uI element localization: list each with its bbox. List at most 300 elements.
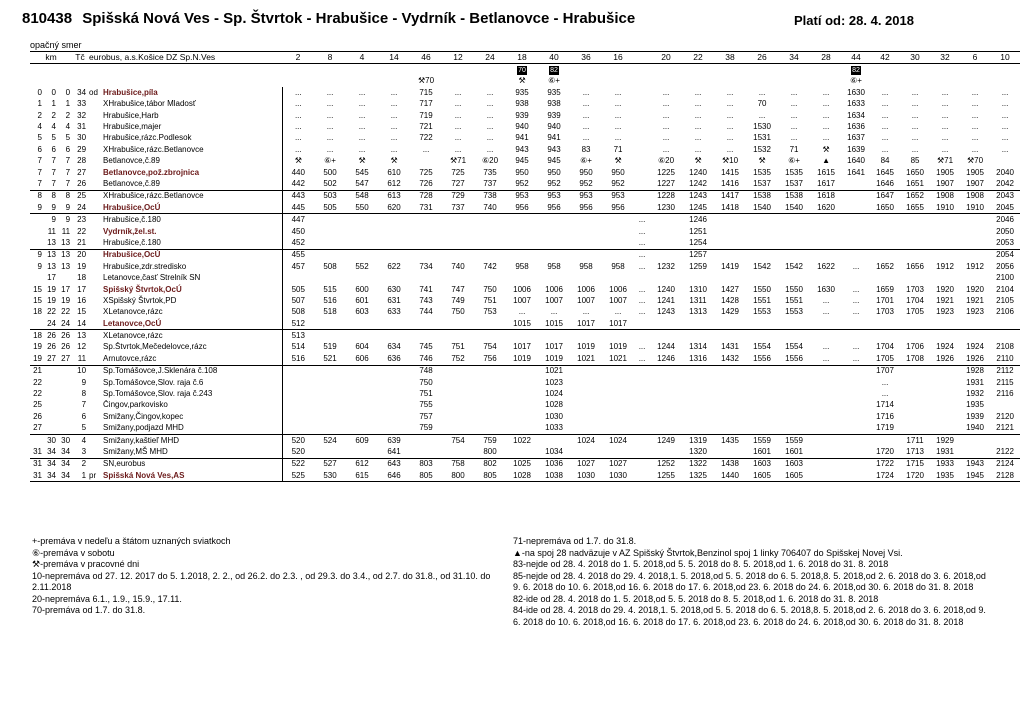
- departure-time: ...: [454, 110, 462, 120]
- departure-time: [810, 400, 842, 411]
- footnote: ⑥-premáva v sobotu: [32, 547, 115, 558]
- departure-time: 1019: [609, 342, 627, 352]
- departure-time: ...: [971, 122, 979, 132]
- footnote-badge: 82: [550, 66, 558, 74]
- arr-dep-marker: [88, 330, 102, 342]
- tc-value: 3: [81, 446, 87, 456]
- departure-time: 731: [419, 202, 433, 212]
- departure-time: ...: [454, 133, 462, 143]
- footnote: ▲-na spoj 28 nadväzuje v AZ Spišský Štvrtok,Benzinol spoj 1 linky 706407 do Spišskej Novej Vsi.: [513, 547, 903, 558]
- departure-time: [346, 388, 378, 399]
- departure-time: [474, 272, 506, 283]
- departure-time: 2046: [990, 214, 1020, 226]
- departure-time: [314, 446, 346, 458]
- departure-time: 953: [602, 190, 634, 202]
- departure-time: 1017: [577, 318, 595, 328]
- departure-time: ⑥+: [788, 156, 800, 166]
- km-value: [58, 377, 72, 388]
- km-value: 2: [37, 110, 42, 120]
- departure-time: 600: [355, 284, 369, 294]
- departure-time: [538, 237, 570, 249]
- departure-time: [506, 400, 538, 411]
- departure-time: [810, 446, 842, 458]
- stop-row: [30, 144, 1020, 155]
- stop-name: Sp.Tomášovce,Slov. raja č.6: [102, 377, 282, 388]
- departure-time: ...: [614, 110, 622, 120]
- departure-time: 516: [323, 295, 337, 305]
- departure-time: 1551: [785, 295, 803, 305]
- departure-time: ...: [326, 87, 334, 97]
- trip-number: 12: [442, 52, 474, 64]
- departure-time: [634, 318, 650, 330]
- km-value: 9: [44, 214, 58, 226]
- stop-name: Smižany,Čingov,kopec: [102, 411, 282, 422]
- departure-time: 2050: [996, 226, 1014, 236]
- tc-value: 8: [81, 389, 87, 399]
- departure-time: 953: [538, 190, 570, 202]
- departure-time: ...: [1001, 110, 1009, 120]
- departure-time: 1659: [876, 284, 894, 294]
- departure-time: 1254: [689, 237, 707, 247]
- trip-badge-cell: [378, 64, 410, 76]
- departure-time: 958: [547, 261, 561, 271]
- departure-time: [602, 249, 634, 261]
- departure-time: 1015: [513, 318, 531, 328]
- departure-time: [930, 411, 960, 422]
- departure-time: 1023: [545, 377, 563, 387]
- trip-badge-cell: [930, 64, 960, 76]
- stop-name: Hrabušice,OcÚ: [102, 249, 282, 261]
- departure-time: [506, 423, 538, 435]
- departure-time: [442, 272, 474, 283]
- departure-time: 516: [291, 353, 305, 363]
- departure-time: 615: [346, 470, 378, 482]
- departure-time: [442, 365, 474, 377]
- km-value: 19: [33, 353, 42, 363]
- departure-time: [410, 446, 442, 458]
- departure-time: 1713: [906, 446, 924, 456]
- departure-time: 939: [515, 110, 529, 120]
- departure-time: 636: [387, 353, 401, 363]
- operating-symbol: [314, 76, 346, 87]
- departure-time: ...: [1001, 122, 1009, 132]
- departure-time: [314, 365, 346, 377]
- footnote: 82-ide od 28. 4. 2018 do 1. 5. 2018,od 5. 5. 2018 do 8. 5. 2018,od 1. 6. 2018 do 31. 8. 2018: [513, 593, 879, 604]
- departure-time: ...: [582, 133, 590, 143]
- trip-number: 2: [282, 52, 314, 64]
- departure-time: 2056: [996, 261, 1014, 271]
- departure-time: 1530: [753, 122, 771, 132]
- departure-time: ⚒70: [966, 156, 984, 166]
- departure-time: 1429: [721, 307, 739, 317]
- departure-time: [650, 237, 682, 249]
- trip-number: 16: [602, 52, 634, 64]
- tc-value: 16: [77, 295, 87, 305]
- arr-dep-marker: od: [89, 87, 98, 97]
- departure-time: [990, 330, 1020, 342]
- km-value: 31: [33, 446, 42, 456]
- departure-time: [474, 411, 506, 422]
- departure-time: [714, 226, 746, 237]
- departure-time: [506, 377, 538, 388]
- departure-time: [506, 411, 538, 422]
- departure-time: [506, 330, 538, 342]
- departure-time: [990, 318, 1020, 330]
- departure-time: 1325: [682, 470, 714, 482]
- departure-time: [810, 423, 842, 435]
- departure-time: ...: [294, 144, 302, 154]
- departure-time: 1006: [577, 284, 595, 294]
- departure-time: [634, 388, 650, 399]
- header-row: [30, 52, 1020, 64]
- departure-time: 1940: [966, 423, 984, 433]
- departure-time: 1027: [570, 458, 602, 470]
- stop-name: Hrabušice,rázc.Podlesok: [102, 133, 282, 144]
- tc-value: 6: [81, 411, 87, 421]
- departure-time: ...: [694, 99, 702, 109]
- departure-time: [314, 377, 346, 388]
- arr-dep-marker: [88, 178, 102, 190]
- departure-time: [714, 330, 746, 342]
- stop-row: [30, 446, 1020, 458]
- departure-time: 1618: [810, 190, 842, 202]
- departure-time: [810, 330, 842, 342]
- departure-time: 1703: [876, 307, 894, 317]
- km-value: [44, 400, 58, 411]
- stop-name: XHrabušice,tábor Mladosť: [102, 99, 282, 110]
- departure-time: [282, 388, 314, 399]
- departure-time: 512: [291, 318, 305, 328]
- departure-time: 950: [515, 167, 529, 177]
- departure-time: [714, 318, 746, 330]
- departure-time: [346, 249, 378, 261]
- departure-time: [682, 400, 714, 411]
- departure-time: 1714: [876, 400, 894, 410]
- departure-time: ...: [634, 214, 650, 226]
- departure-time: 545: [355, 167, 369, 177]
- departure-time: [650, 272, 682, 283]
- departure-time: ...: [881, 99, 889, 109]
- stop-row: [30, 249, 1020, 261]
- departure-time: [314, 226, 346, 237]
- stop-row: [30, 295, 1020, 306]
- departure-time: [746, 423, 778, 435]
- departure-time: 1720: [876, 446, 894, 456]
- km-value: 0: [37, 87, 42, 97]
- stop-name: Hrabušice,píla: [102, 87, 282, 98]
- departure-time: ...: [614, 122, 622, 132]
- departure-time: 1542: [753, 261, 771, 271]
- departure-time: [900, 226, 930, 237]
- departure-time: ...: [390, 99, 398, 109]
- departure-time: ...: [518, 307, 526, 317]
- page-title: [22, 10, 635, 27]
- departure-time: [960, 446, 990, 458]
- departure-time: [474, 400, 506, 411]
- departure-time: 1603: [746, 458, 778, 470]
- departure-time: ...: [358, 110, 366, 120]
- departure-time: 503: [314, 190, 346, 202]
- departure-time: 1015: [545, 318, 563, 328]
- departure-time: 1535: [785, 167, 803, 177]
- departure-time: [778, 237, 810, 249]
- departure-time: 1706: [906, 342, 924, 352]
- departure-time: 742: [483, 261, 497, 271]
- departure-time: [746, 318, 778, 330]
- km-value: 4: [65, 122, 71, 132]
- departure-time: ...: [790, 122, 798, 132]
- departure-time: ...: [454, 144, 462, 154]
- km-value: [30, 434, 44, 446]
- departure-time: [810, 318, 842, 330]
- departure-time: 2110: [996, 353, 1014, 363]
- departure-time: [960, 226, 990, 237]
- departure-time: 1905: [966, 167, 984, 177]
- departure-time: 1646: [876, 178, 894, 188]
- tc-value: 29: [77, 144, 87, 154]
- departure-time: ...: [726, 110, 734, 120]
- departure-time: 631: [387, 295, 401, 305]
- km-value: 27: [47, 353, 56, 363]
- departure-time: [602, 377, 634, 388]
- departure-time: 1707: [870, 365, 900, 377]
- km-value: 8: [30, 190, 44, 202]
- departure-time: ...: [326, 99, 334, 109]
- departure-time: 800: [483, 446, 497, 456]
- departure-time: 1028: [506, 470, 538, 482]
- departure-time: [746, 388, 778, 399]
- departure-time: ...: [822, 307, 830, 317]
- departure-time: 1641: [847, 167, 865, 177]
- departure-time: [378, 272, 410, 283]
- departure-time: [930, 249, 960, 261]
- stop-name: Sp.Štvrtok,Mečedelovce,rázc: [102, 342, 282, 353]
- departure-time: [314, 423, 346, 435]
- stop-name: Sp.Tomášovce,Slov. raja č.243: [102, 388, 282, 399]
- departure-time: [314, 237, 346, 249]
- departure-time: 507: [291, 295, 305, 305]
- departure-time: [506, 446, 538, 458]
- departure-time: 1650: [876, 202, 894, 212]
- departure-time: ...: [294, 133, 302, 143]
- departure-time: ...: [358, 122, 366, 132]
- departure-time: [314, 272, 346, 283]
- departure-time: [714, 237, 746, 249]
- stop-row: [30, 167, 1020, 178]
- departure-time: [778, 400, 810, 411]
- departure-time: 1935: [930, 470, 960, 482]
- stop-row: [30, 87, 1020, 98]
- departure-time: 633: [387, 307, 401, 317]
- departure-time: [682, 388, 714, 399]
- departure-time: 945: [547, 156, 561, 166]
- stop-row: [30, 434, 1020, 446]
- trip-badge-cell: [960, 64, 990, 76]
- departure-time: 515: [323, 284, 337, 294]
- departure-time: ...: [358, 144, 366, 154]
- trip-badge-cell: [842, 64, 870, 76]
- departure-time: [842, 237, 870, 249]
- km-value: 30: [44, 434, 58, 446]
- departure-time: [634, 377, 650, 388]
- departure-time: ⑥20: [657, 156, 675, 166]
- departure-time: 1243: [682, 190, 714, 202]
- departure-time: ...: [638, 226, 646, 236]
- stop-row: [30, 261, 1020, 272]
- departure-time: 1553: [785, 307, 803, 317]
- departure-time: [842, 202, 870, 214]
- departure-time: [378, 214, 410, 226]
- departure-time: 2053: [996, 237, 1014, 247]
- valid-date: 28. 4. 2018: [848, 13, 914, 28]
- departure-time: ...: [971, 99, 979, 109]
- tc-value: 2: [72, 458, 88, 470]
- departure-time: ...: [971, 87, 979, 97]
- departure-time: [442, 226, 474, 237]
- departure-time: 1601: [785, 446, 803, 456]
- departure-time: [810, 458, 842, 470]
- km-header: km: [30, 52, 72, 64]
- departure-time: 1540: [785, 202, 803, 212]
- departure-time: [842, 458, 870, 470]
- departure-time: [650, 318, 682, 330]
- stop-name: Betlanovce,pož.zbrojnica: [102, 167, 282, 178]
- departure-time: 1928: [960, 365, 990, 377]
- km-value: 13: [61, 237, 71, 247]
- departure-time: 1030: [570, 470, 602, 482]
- departure-time: [810, 388, 842, 399]
- departure-time: 751: [451, 342, 465, 352]
- departure-time: 502: [323, 178, 337, 188]
- operating-symbol: [378, 76, 410, 87]
- departure-time: 1704: [876, 342, 894, 352]
- departure-time: 756: [483, 353, 497, 363]
- route-name: Spišská Nová Ves - Sp. Štvrtok - Hrabušice - Vydrník - Betlanovce - Hrabušice: [82, 10, 636, 27]
- departure-time: ⚒71: [449, 156, 467, 166]
- departure-time: 956: [611, 202, 625, 212]
- km-value: 15: [33, 295, 42, 305]
- departure-time: ...: [614, 87, 622, 97]
- tc-value: 19: [77, 261, 87, 271]
- departure-time: ...: [358, 99, 366, 109]
- arr-dep-marker: [88, 99, 102, 110]
- departure-time: 1554: [753, 342, 771, 352]
- departure-time: 2124: [990, 458, 1020, 470]
- departure-time: ...: [582, 99, 590, 109]
- departure-time: 750: [419, 377, 433, 387]
- departure-time: 1314: [689, 342, 707, 352]
- departure-time: ...: [638, 342, 646, 352]
- departure-time: 805: [474, 470, 506, 482]
- departure-time: [960, 272, 990, 283]
- stop-row: [30, 411, 1020, 422]
- departure-time: [634, 434, 650, 446]
- departure-time: [900, 330, 930, 342]
- operator-header: eurobus, a.s.Košice DZ Sp.N.Ves: [88, 52, 282, 64]
- departure-time: 1535: [753, 167, 771, 177]
- departure-time: 2105: [996, 295, 1014, 305]
- km-value: 6: [37, 144, 42, 154]
- departure-time: ...: [486, 87, 494, 97]
- departure-time: 1416: [721, 178, 739, 188]
- departure-time: 1630: [817, 284, 835, 294]
- departure-time: [570, 237, 602, 249]
- departure-time: 1912: [966, 261, 984, 271]
- departure-time: 1935: [966, 400, 984, 410]
- departure-time: 1620: [817, 202, 835, 212]
- departure-time: 525: [282, 470, 314, 482]
- departure-time: [842, 400, 870, 411]
- departure-time: [602, 237, 634, 249]
- operating-symbol: [570, 76, 602, 87]
- departure-time: 956: [579, 202, 593, 212]
- departure-time: [538, 330, 570, 342]
- departure-time: [634, 110, 650, 121]
- departure-time: [650, 400, 682, 411]
- departure-time: 1006: [609, 284, 627, 294]
- departure-time: 726: [419, 178, 433, 188]
- departure-time: [842, 226, 870, 237]
- departure-time: [810, 272, 842, 283]
- departure-time: ...: [822, 133, 830, 143]
- departure-time: [870, 272, 900, 283]
- departure-time: ...: [881, 110, 889, 120]
- departure-time: 1417: [714, 190, 746, 202]
- departure-time: ...: [971, 144, 979, 154]
- departure-time: 1650: [906, 167, 924, 177]
- departure-time: ...: [971, 110, 979, 120]
- departure-time: [442, 388, 474, 399]
- arr-dep-marker: [88, 423, 102, 435]
- departure-time: 1559: [746, 434, 778, 446]
- stop-row: [30, 214, 1020, 226]
- departure-time: [634, 272, 650, 283]
- departure-time: [930, 214, 960, 226]
- departure-time: [314, 400, 346, 411]
- operating-symbol: [930, 76, 960, 87]
- departure-time: [378, 330, 410, 342]
- km-value: [44, 423, 58, 435]
- stop-row: [30, 237, 1020, 249]
- departure-time: 612: [346, 458, 378, 470]
- departure-time: 758: [442, 458, 474, 470]
- departure-time: 1931: [966, 377, 984, 387]
- departure-time: [990, 156, 1020, 167]
- departure-time: [410, 318, 442, 330]
- departure-time: [746, 377, 778, 388]
- tc-value: 34: [77, 87, 87, 97]
- departure-time: [506, 226, 538, 237]
- departure-time: ...: [822, 342, 830, 352]
- km-value: [44, 388, 58, 399]
- stop-row: [30, 156, 1020, 167]
- operating-symbol: [442, 76, 474, 87]
- departure-time: ...: [638, 295, 646, 305]
- departure-time: ...: [971, 133, 979, 143]
- departure-time: [602, 400, 634, 411]
- departure-time: [634, 446, 650, 458]
- departure-time: [682, 411, 714, 422]
- trip-badge-cell: [314, 64, 346, 76]
- trip-number: 34: [778, 52, 810, 64]
- departure-time: ...: [941, 99, 949, 109]
- departure-time: [682, 423, 714, 435]
- departure-time: 2116: [996, 389, 1014, 399]
- departure-time: [634, 330, 650, 342]
- departure-time: [474, 318, 506, 330]
- departure-time: 1639: [847, 144, 865, 154]
- stop-name: XLetanovce,rázc: [102, 307, 282, 318]
